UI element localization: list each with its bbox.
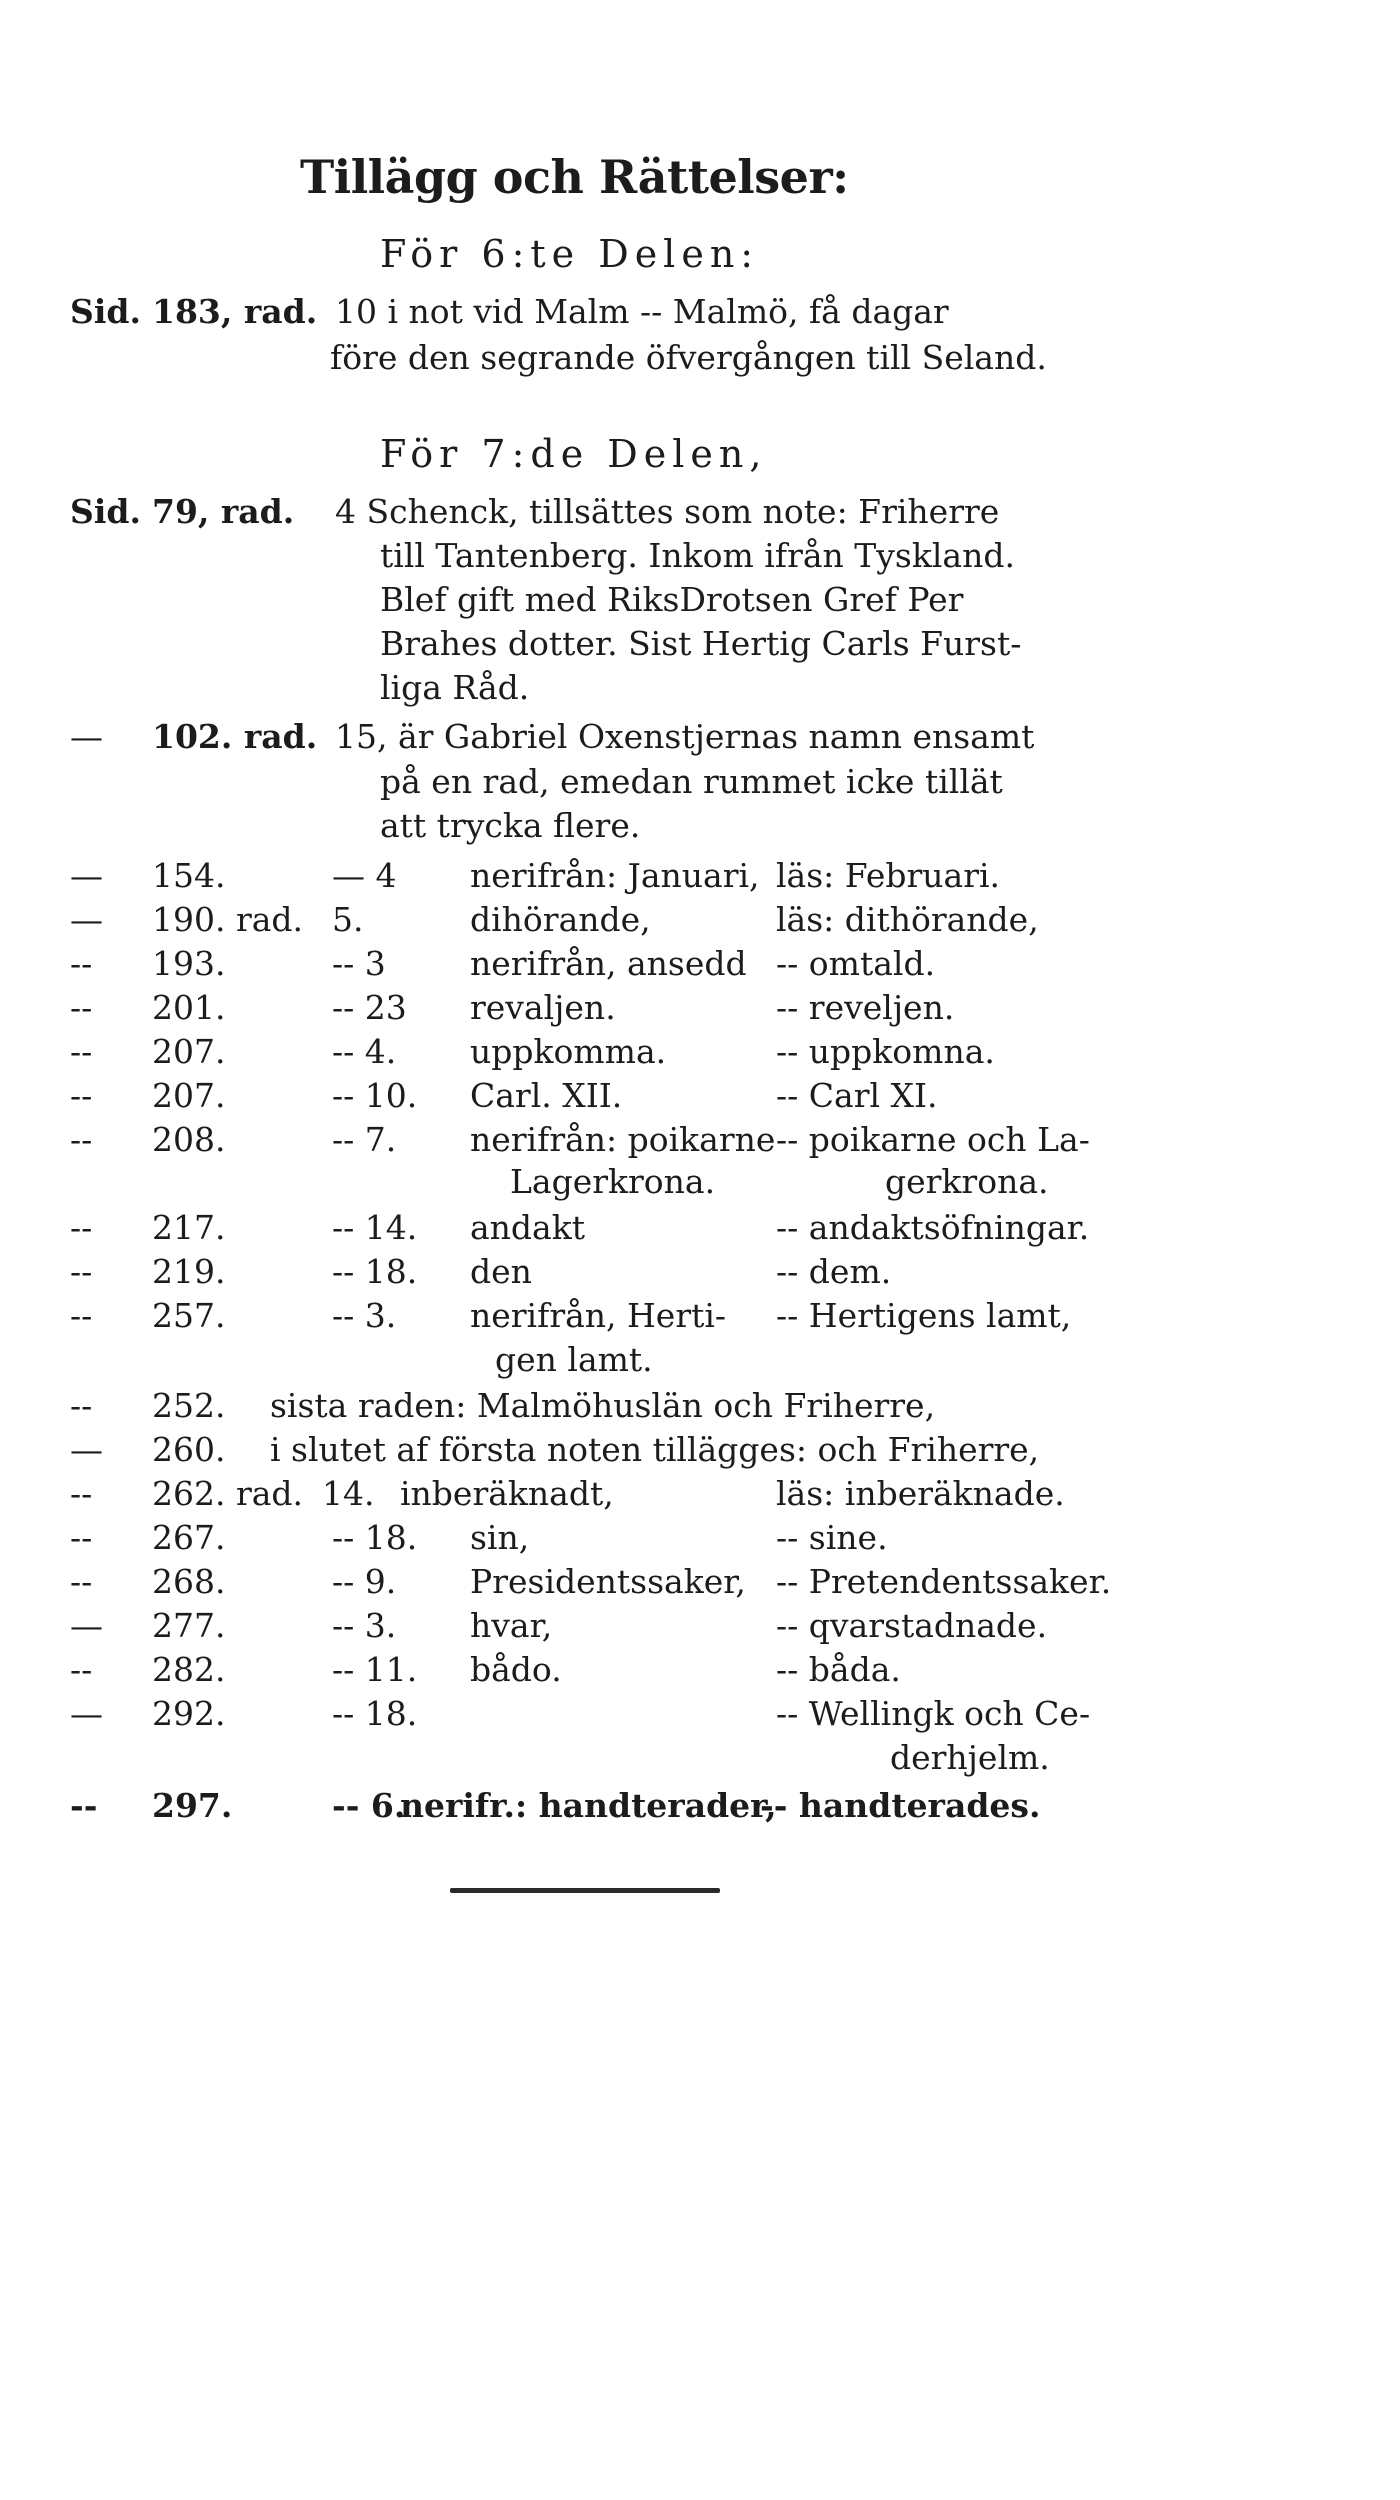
- closing-rule: [450, 1888, 720, 1893]
- page-title: Tillägg och Rättelser:: [300, 150, 849, 204]
- errata-row: [70, 1692, 1130, 1736]
- erroneous-text: hvar,: [470, 1606, 553, 1645]
- corrected-text: -- qvarstadnade.: [776, 1606, 1048, 1645]
- errata-row: [70, 490, 1130, 534]
- page-ref: 297.: [152, 1786, 233, 1825]
- line-ref: — 4: [332, 856, 397, 895]
- corrected-text: -- Carl XI.: [776, 1076, 938, 1115]
- line-ref: -- 18.: [332, 1518, 418, 1557]
- corrected-text: läs: Februari.: [776, 856, 1001, 895]
- continuation-line: Blef gift med RiksDrotsen Gref Per: [380, 580, 964, 619]
- erroneous-text: nerifrån: Januari,: [470, 856, 760, 895]
- row-prefix: --: [70, 1474, 93, 1513]
- erroneous-text-cont: gen lamt.: [495, 1340, 653, 1379]
- row-prefix: —: [70, 1606, 103, 1645]
- section-heading-7: För 7:de Delen,: [380, 432, 768, 476]
- row-prefix: Sid.: [70, 292, 141, 331]
- page-ref: 267.: [152, 1518, 226, 1557]
- continuation-line: till Tantenberg. Inkom ifrån Tyskland.: [380, 536, 1015, 575]
- row-prefix: --: [70, 1562, 93, 1601]
- row-prefix: —: [70, 1694, 103, 1733]
- erroneous-text: nerifr.: handterader,: [400, 1786, 777, 1825]
- page-ref: 252.: [152, 1386, 226, 1425]
- row-prefix: --: [70, 1208, 93, 1247]
- page-ref: 154.: [152, 856, 226, 895]
- page-ref: 102. rad.: [152, 717, 318, 756]
- corrected-text: -- Wellingk och Ce-: [776, 1694, 1091, 1733]
- row-prefix: --: [70, 1786, 98, 1825]
- erroneous-text: inberäknadt,: [400, 1474, 614, 1513]
- page-ref: 183, rad.: [152, 292, 318, 331]
- errata-row: [70, 1784, 1130, 1828]
- row-prefix: Sid.: [70, 492, 141, 531]
- continuation-line: att trycka flere.: [380, 806, 641, 845]
- corrected-text: -- Pretendentssaker.: [776, 1562, 1112, 1601]
- corrected-text-cont: gerkrona.: [885, 1162, 1049, 1201]
- line-ref: -- 3.: [332, 1296, 397, 1335]
- page-ref: 190. rad.: [152, 900, 304, 939]
- errata-row: [70, 1206, 1130, 1250]
- row-prefix: —: [70, 900, 103, 939]
- errata-row: [70, 715, 1130, 759]
- errata-row: [70, 854, 1130, 898]
- page-ref: 262. rad.: [152, 1474, 304, 1513]
- page-ref: 193.: [152, 944, 226, 983]
- corrected-text-cont: derhjelm.: [890, 1738, 1050, 1777]
- correction-text: 4 Schenck, tillsättes som note: Friherre: [335, 492, 1000, 531]
- page-ref: 282.: [152, 1650, 226, 1689]
- row-prefix: --: [70, 1076, 93, 1115]
- errata-row: [70, 290, 1130, 334]
- row-prefix: --: [70, 1650, 93, 1689]
- errata-row: [70, 1384, 1130, 1428]
- page-ref: 207.: [152, 1032, 226, 1071]
- corrected-text: -- omtald.: [776, 944, 936, 983]
- errata-row: [70, 1250, 1130, 1294]
- errata-row: [70, 1294, 1130, 1338]
- row-prefix: --: [70, 1518, 93, 1557]
- errata-row: [70, 1604, 1130, 1648]
- erroneous-text: nerifrån, Herti-: [470, 1296, 727, 1335]
- page-ref: 292.: [152, 1694, 226, 1733]
- line-ref: -- 3.: [332, 1606, 397, 1645]
- row-prefix: --: [70, 1252, 93, 1291]
- line-ref: -- 7.: [332, 1120, 397, 1159]
- line-ref: -- 18.: [332, 1252, 418, 1291]
- errata-row: [70, 1516, 1130, 1560]
- line-ref: 5.: [332, 900, 364, 939]
- line-ref: -- 3: [332, 944, 386, 983]
- row-prefix: --: [70, 988, 93, 1027]
- page-ref: 208.: [152, 1120, 226, 1159]
- page-ref: 207.: [152, 1076, 226, 1115]
- line-ref: -- 10.: [332, 1076, 418, 1115]
- page-ref: 257.: [152, 1296, 226, 1335]
- page-ref: 260.: [152, 1430, 226, 1469]
- erroneous-text: den: [470, 1252, 532, 1291]
- corrected-text: -- reveljen.: [776, 988, 955, 1027]
- erroneous-text: bådo.: [470, 1650, 562, 1689]
- line-ref: -- 14.: [332, 1208, 418, 1247]
- row-prefix: —: [70, 856, 103, 895]
- line-ref: -- 23: [332, 988, 407, 1027]
- row-prefix: --: [70, 1296, 93, 1335]
- errata-row-continuation: [70, 1338, 1130, 1382]
- corrected-text: läs: dithörande,: [776, 900, 1039, 939]
- correction-text: 10 i not vid Malm -- Malmö, få dagar: [335, 292, 949, 331]
- erroneous-text: Carl. XII.: [470, 1076, 623, 1115]
- errata-row: [70, 1472, 1130, 1516]
- section-heading-6: För 6:te Delen:: [380, 232, 760, 276]
- page-ref: 201.: [152, 988, 226, 1027]
- corrected-text: -- uppkomna.: [776, 1032, 995, 1071]
- row-prefix: --: [70, 1120, 93, 1159]
- erroneous-text: Presidentssaker,: [470, 1562, 746, 1601]
- corrected-text: -- dem.: [776, 1252, 892, 1291]
- erroneous-text: revaljen.: [470, 988, 616, 1027]
- errata-row: [70, 1074, 1130, 1118]
- correction-text: sista raden: Malmöhuslän och Friherre,: [270, 1386, 936, 1425]
- erroneous-text: andakt: [470, 1208, 585, 1247]
- line-ref: -- 4.: [332, 1032, 397, 1071]
- errata-row: [70, 1118, 1130, 1162]
- line-ref: 14.: [322, 1474, 375, 1513]
- continuation-line: på en rad, emedan rummet icke tillät: [380, 762, 1003, 801]
- corrected-text: -- handterades.: [760, 1786, 1041, 1825]
- line-ref: -- 6.: [332, 1786, 406, 1825]
- page-ref: 217.: [152, 1208, 226, 1247]
- row-prefix: —: [70, 717, 103, 756]
- correction-text: 15, är Gabriel Oxenstjernas namn ensamt: [335, 717, 1035, 756]
- errata-row: [70, 942, 1130, 986]
- errata-row: [70, 1030, 1130, 1074]
- erroneous-text: nerifrån: poikarne: [470, 1120, 776, 1159]
- page-ref: 219.: [152, 1252, 226, 1291]
- errata-row-continuation: [70, 1736, 1130, 1780]
- row-prefix: --: [70, 944, 93, 983]
- correction-text: i slutet af första noten tillägges: och Friherre,: [270, 1430, 1040, 1469]
- corrected-text: -- poikarne och La-: [776, 1120, 1090, 1159]
- line-ref: -- 18.: [332, 1694, 418, 1733]
- corrected-text: -- sine.: [776, 1518, 888, 1557]
- errata-row: [70, 986, 1130, 1030]
- corrected-text: -- Hertigens lamt,: [776, 1296, 1072, 1335]
- erroneous-text: nerifrån, ansedd: [470, 944, 747, 983]
- page-ref: 268.: [152, 1562, 226, 1601]
- line-ref: -- 9.: [332, 1562, 397, 1601]
- erroneous-text: sin,: [470, 1518, 530, 1557]
- erroneous-text-cont: Lagerkrona.: [510, 1162, 716, 1201]
- row-prefix: --: [70, 1386, 93, 1425]
- page-ref: 79, rad.: [152, 492, 295, 531]
- errata-row: [70, 1560, 1130, 1604]
- continuation-line: Brahes dotter. Sist Hertig Carls Furst-: [380, 624, 1022, 663]
- page-ref: 277.: [152, 1606, 226, 1645]
- row-prefix: —: [70, 1430, 103, 1469]
- continuation-line: liga Råd.: [380, 668, 530, 707]
- line-ref: -- 11.: [332, 1650, 418, 1689]
- errata-row: [70, 1428, 1130, 1472]
- erroneous-text: dihörande,: [470, 900, 651, 939]
- continuation-line: före den segrande öfvergången till Seland.: [330, 338, 1047, 377]
- row-prefix: --: [70, 1032, 93, 1071]
- corrected-text: läs: inberäknade.: [776, 1474, 1065, 1513]
- erroneous-text: uppkomma.: [470, 1032, 667, 1071]
- errata-row-continuation: [70, 1160, 1130, 1204]
- corrected-text: -- båda.: [776, 1650, 901, 1689]
- errata-row: [70, 898, 1130, 942]
- errata-row: [70, 1648, 1130, 1692]
- corrected-text: -- andaktsöfningar.: [776, 1208, 1090, 1247]
